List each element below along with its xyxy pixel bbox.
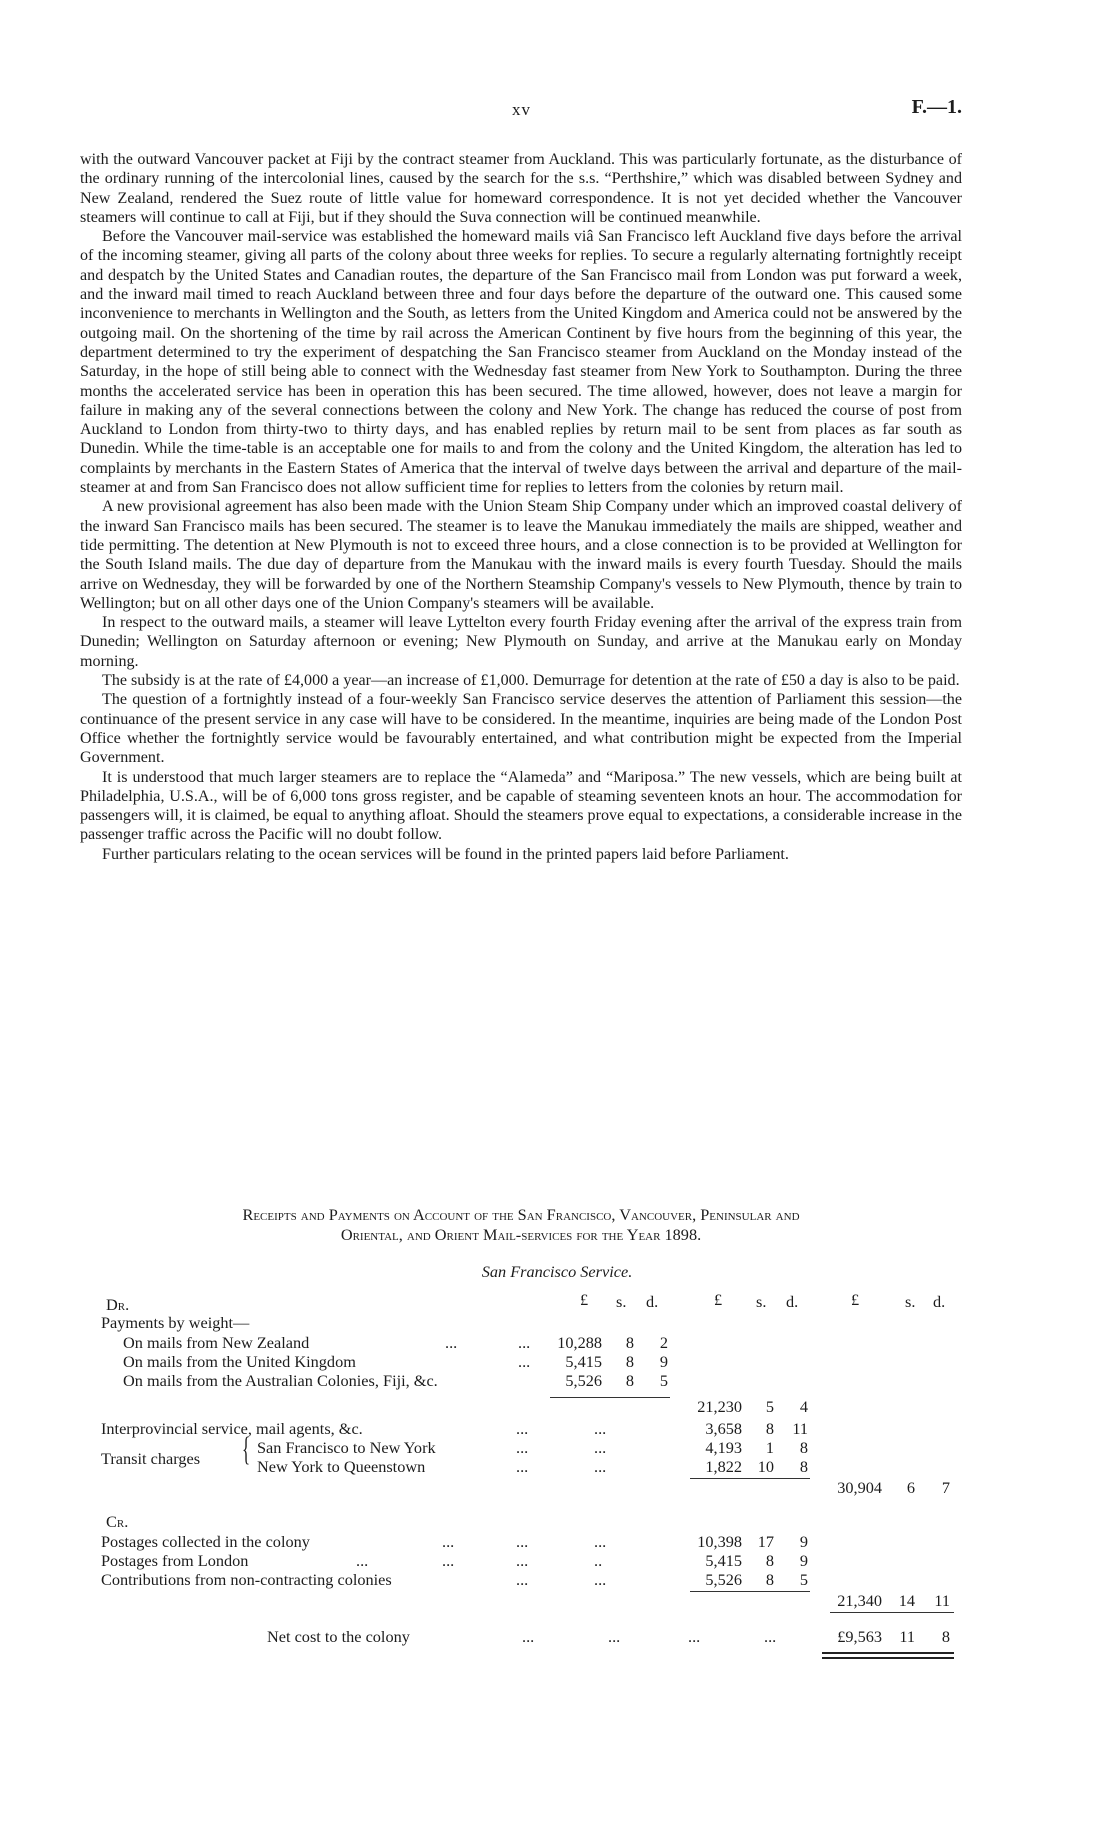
paragraph-fortnightly-service: The question of a fortnightly instead of a four-weekly San Francisco service deserves the attention of Parliament this session—the continuance of the present service in any case will have to be considered. In the meantime, inquiries are being made of the London Post Office whether the fortnightly service would be favourably entertained, and what contribution might be expected from the Imperial Government. — [80, 691, 962, 767]
contributions-pence: 5 — [799, 1570, 808, 1589]
uk-pence: 9 — [659, 1352, 668, 1371]
leader-dots: ... — [522, 1627, 535, 1646]
row-label-contributions: Contributions from non-contracting colonies — [101, 1570, 392, 1589]
leader-dots: ... — [594, 1570, 607, 1589]
transit-sf-pence: 8 — [799, 1438, 808, 1457]
contributions-shillings: 8 — [765, 1570, 774, 1589]
transit-ny-pence: 8 — [799, 1457, 808, 1476]
paragraph-homeward-mails: Before the Vancouver mail-service was established the homeward mails viâ San Francisco left Auckland five days before the arrival of the incoming steamer, giving all parts of the colony about three weeks for replies. To secure a regularly alternating fortnightly receipt and despatch by the United States and Canadian routes, the departure of the San Francisco mail from London was put forward a week, and the inward mail timed to reach Auckland between three and four days before the departure of the outward one. This caused some inconvenience to merchants in Wellington and the South, as letters from the United Kingdom and America could not be answered by the outgoing mail. On the shortening of the time by rail across the American Continent by five hours from the beginning of this year, the department determined to try the experiment of despatching the San Francisco steamer from Auckland on the Monday instead of the Saturday, in the hope of still being able to connect with the Wednesday fast steamer from New York to Southampton. During the three months the accelerated service has been in operation this has been secured. The time allowed, however, does not leave a margin for failure in making any of the several connections between the colony and New York. The change has reduced the course of post from Auckland to London from thirty-two to thirty days, and has enabled replies by return mail to be sent from places as far south as Dunedin. While the time-table is an acceptable one for mails to and from the colony and the United Kingdom, the alteration has led to complaints by merchants in the Eastern States of America that the interval of twelve days between the arrival and departure of the mail-steamer at and from San Francisco does not allow sufficient time for replies to letters from the colonies by return mail. — [80, 228, 962, 497]
transit-sf-shillings: 1 — [765, 1438, 774, 1457]
postages-london-shillings: 8 — [765, 1551, 774, 1570]
row-label-interprovincial: Interprovincial service, mail agents, &c. — [101, 1419, 363, 1438]
subtotal-rule — [690, 1478, 810, 1479]
cr-total-shillings: 14 — [898, 1591, 915, 1610]
postages-london-pounds: 5,415 — [705, 1551, 742, 1570]
paragraph-outward-mails: In respect to the outward mails, a steamer will leave Lyttelton every fourth Friday evening after the arrival of the express train from Dunedin; Wellington on Saturday afternoon or evening; New Plymouth on Sunday, and arrive at the Manukau early on Monday morning. — [80, 614, 962, 670]
leader-dots: ... — [442, 1532, 455, 1551]
interprovincial-pounds: 3,658 — [705, 1419, 742, 1438]
net-cost-double-rule — [822, 1652, 954, 1659]
uk-pounds: 5,415 — [565, 1352, 602, 1371]
net-cost-top-rule — [830, 1612, 954, 1613]
brace-symbol: { — [242, 1431, 251, 1468]
leader-dots: ... — [764, 1627, 777, 1646]
net-cost-pounds: £9,563 — [837, 1627, 882, 1646]
leader-dots: ... — [356, 1551, 369, 1570]
contributions-pounds: 5,526 — [705, 1570, 742, 1589]
leader-dots: ... — [594, 1419, 607, 1438]
leader-dots: ... — [516, 1419, 529, 1438]
postages-colony-shillings: 17 — [757, 1532, 774, 1551]
aus-shillings: 8 — [625, 1371, 634, 1390]
paragraph-further-particulars: Further particulars relating to the ocean services will be found in the printed papers laid before Parliament. — [102, 845, 789, 863]
nz-pounds: 10,288 — [557, 1333, 602, 1352]
leader-dots: ... — [516, 1438, 529, 1457]
net-cost-pence: 8 — [941, 1627, 950, 1646]
leader-dots: ... — [594, 1457, 607, 1476]
paragraph-provisional-agreement: A new provisional agreement has also been made with the Union Steam Ship Company under which an improved coastal delivery of the inward San Francisco mails has been secured. The steamer is to leave the Manukau immediately the mails are shipped, weather and tide permitting. The detention at New Plymouth is not to exceed three hours, and a close connection is to be provided at Wellington for the South Island mails. The due day of departure from the Manukau with the inward mails is every fourth Tuesday. Should the mails arrive on Wednesday, they will be forwarded by one of the Northern Steamship Company's vessels to New Plymouth, thence by train to Wellington; but on all other days one of the Union Company's steamers will be available. — [80, 498, 962, 612]
row-label-australian-colonies: On mails from the Australian Colonies, Fiji, &c. — [123, 1371, 438, 1390]
row-label-postages-london: Postages from London — [101, 1551, 249, 1570]
dr-total-pence: 7 — [941, 1478, 950, 1497]
col-header-shillings-1: s. — [616, 1292, 627, 1311]
uk-shillings: 8 — [625, 1352, 634, 1371]
nz-pence: 2 — [659, 1333, 668, 1352]
interprovincial-shillings: 8 — [765, 1419, 774, 1438]
leader-dots: ... — [608, 1627, 621, 1646]
dr-label: Dr. — [106, 1295, 130, 1314]
col-header-shillings-2: s. — [756, 1292, 767, 1311]
interprovincial-pence: 11 — [792, 1419, 808, 1438]
cr-total-pounds: 21,340 — [837, 1591, 882, 1610]
dr-total-shillings: 6 — [906, 1478, 915, 1497]
aus-pounds: 5,526 — [565, 1371, 602, 1390]
row-label-transit-charges: Transit charges — [101, 1449, 201, 1468]
col-header-pence-1: d. — [646, 1292, 659, 1311]
table-title-line-2: Oriental, and Orient Mail-services for the Year 1898. — [340, 1224, 702, 1244]
nz-shillings: 8 — [625, 1333, 634, 1352]
transit-ny-shillings: 10 — [757, 1457, 774, 1476]
row-label-united-kingdom: On mails from the United Kingdom — [123, 1352, 356, 1371]
subtotal-rule — [690, 1591, 810, 1592]
leader-dots: ... — [445, 1333, 458, 1352]
weight-total-pounds: 21,230 — [697, 1397, 742, 1416]
row-label-postages-colony: Postages collected in the colony — [101, 1532, 310, 1551]
document-reference: F.—1. — [911, 96, 962, 118]
cr-label: Cr. — [106, 1512, 129, 1531]
payments-by-weight-label: Payments by weight— — [101, 1313, 250, 1332]
weight-total-shillings: 5 — [765, 1397, 774, 1416]
postages-london-pence: 9 — [799, 1551, 808, 1570]
leader-dots: .. — [594, 1551, 603, 1570]
leader-dots: ... — [516, 1570, 529, 1589]
col-header-pence-3: d. — [933, 1292, 946, 1311]
table-title-line-1: Receipts and Payments on Account of the San Francisco, Vancouver, Peninsular and — [242, 1205, 800, 1224]
col-header-pound-2: £ — [714, 1290, 723, 1309]
transit-sf-pounds: 4,193 — [705, 1438, 742, 1457]
row-label-net-cost: Net cost to the colony — [267, 1627, 410, 1646]
leader-dots: ... — [516, 1532, 529, 1551]
leader-dots: ... — [518, 1352, 531, 1371]
leader-dots: ... — [518, 1333, 531, 1352]
weight-total-pence: 4 — [799, 1397, 808, 1416]
col-header-pence-2: d. — [786, 1292, 799, 1311]
page-number: xv — [512, 100, 531, 119]
paragraph-new-steamers: It is understood that much larger steamers are to replace the “Alameda” and “Mariposa.” The new vessels, which are being built at Philadelphia, U.S.A., will be of 6,000 tons gross register, and be capable of steaming seventeen knots an hour. The accommodation for passengers will, it is claimed, be equal to anything afloat. Should the steamers prove equal to expectations, a considerable increase in the passenger traffic across the Pacific will no doubt follow. — [80, 768, 962, 844]
row-label-new-zealand: On mails from New Zealand — [123, 1333, 310, 1352]
leader-dots: ... — [594, 1438, 607, 1457]
postages-colony-pence: 9 — [799, 1532, 808, 1551]
row-label-transit-san-francisco: San Francisco to New York — [257, 1438, 436, 1457]
leader-dots: ... — [516, 1551, 529, 1570]
col-header-shillings-3: s. — [905, 1292, 916, 1311]
leader-dots: ... — [594, 1532, 607, 1551]
leader-dots: ... — [516, 1457, 529, 1476]
postages-colony-pounds: 10,398 — [697, 1532, 742, 1551]
subtotal-rule — [550, 1397, 670, 1398]
leader-dots: ... — [688, 1627, 701, 1646]
paragraph-subsidy: The subsidy is at the rate of £4,000 a year—an increase of £1,000. Demurrage for detention at the rate of £50 a day is also to be paid. — [102, 672, 960, 690]
leader-dots: ... — [442, 1551, 455, 1570]
row-label-transit-new-york: New York to Queenstown — [257, 1457, 426, 1476]
cr-total-pence: 11 — [934, 1591, 950, 1610]
net-cost-shillings: 11 — [899, 1627, 915, 1646]
transit-ny-pounds: 1,822 — [705, 1457, 742, 1476]
col-header-pound-1: £ — [580, 1290, 589, 1309]
paragraph-vancouver-fiji: with the outward Vancouver packet at Fiji by the contract steamer from Auckland. This was particularly fortunate, as the disturbance of the ordinary running of the intercolonial lines, caused by the search for the s.s. “Perthshire,” which was disabled between Sydney and New Zealand, rendered the Suez route of little value for homeward correspondence. It is not yet decided whether the Vancouver steamers will continue to call at Fiji, but if they should the Suva connection will be continued meanwhile. — [80, 151, 962, 226]
aus-pence: 5 — [659, 1371, 668, 1390]
table-subtitle: San Francisco Service. — [481, 1262, 633, 1281]
dr-total-pounds: 30,904 — [837, 1478, 882, 1497]
col-header-pound-3: £ — [851, 1290, 860, 1309]
